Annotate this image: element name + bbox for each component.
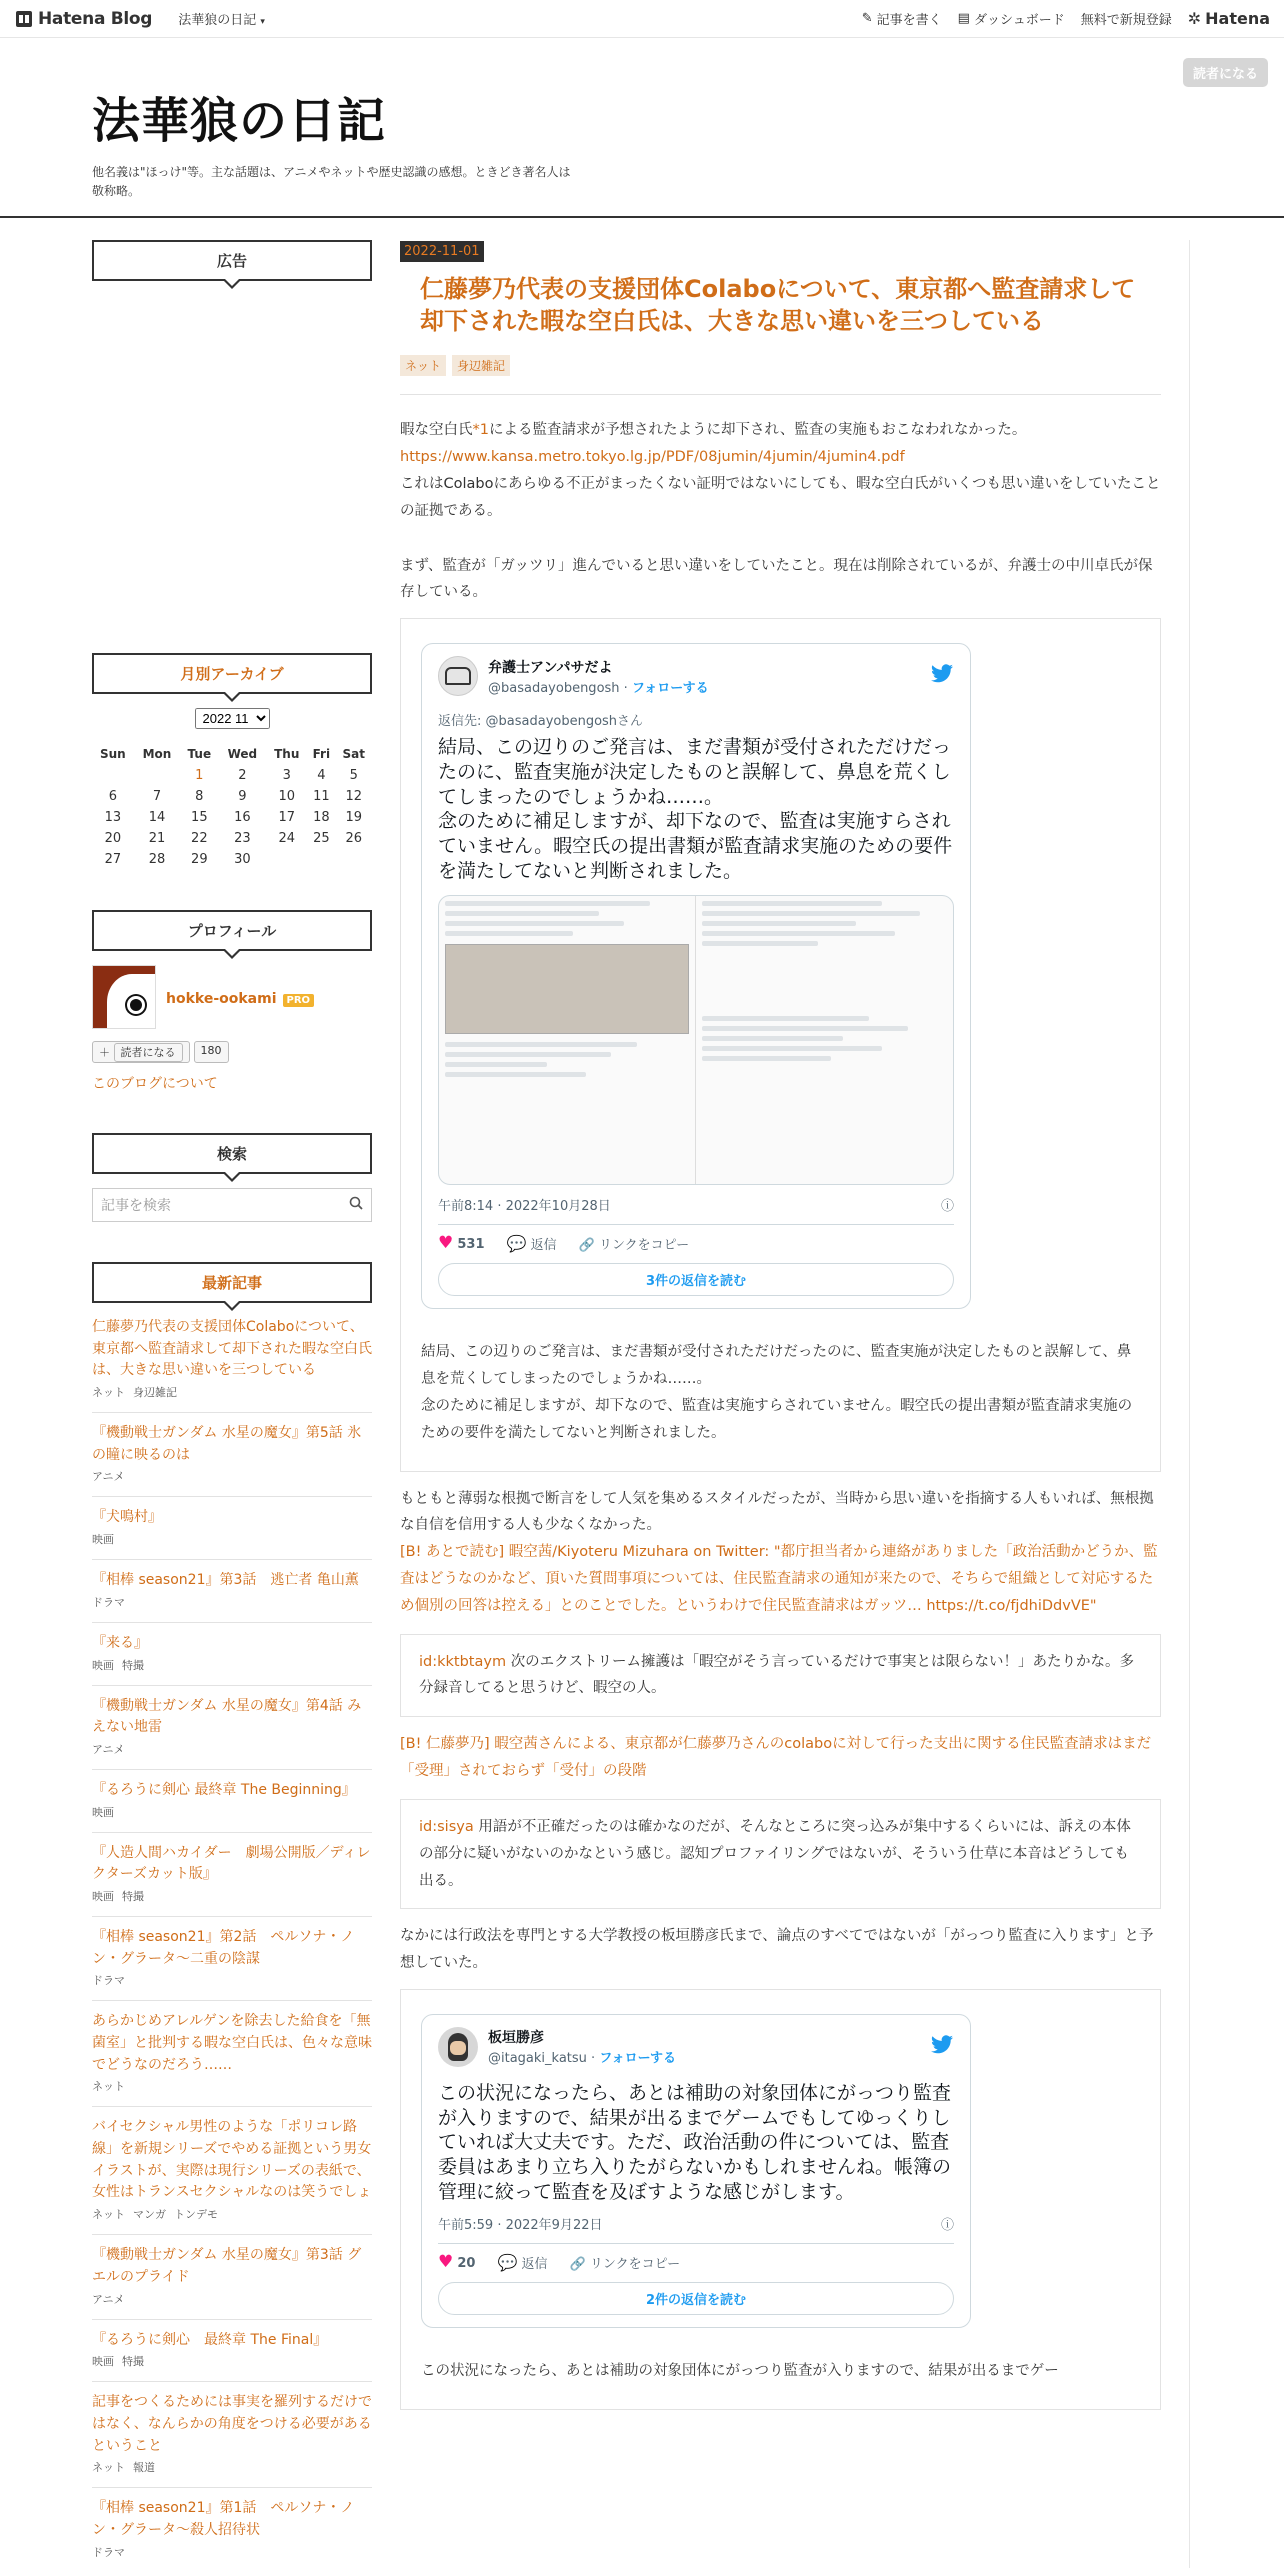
reply-label: 返信: [521, 2256, 548, 2272]
search-input[interactable]: [92, 1188, 372, 1222]
tweet-embed-box: [400, 618, 1161, 1471]
recent-entry: [92, 2320, 372, 2383]
tweet-avatar[interactable]: [438, 2027, 478, 2067]
tweet-avatar[interactable]: [438, 656, 478, 696]
embedded-tweet[interactable]: 板垣勝彦 @itagaki_katsu · フォローする この状況になったら、あとは補助の対象団体にがっつり監査が入りますので、結果が出るまでゲームでもしてゆっくりしていれば大丈夫です。ただ、政治活動の件については、監査委員はあまり立ち入りたがらないかもしれませんね。帳簿の管理に絞って監査を及ぼすような感じがします。 午前5:59 · 2022年9月22日 ⓘ ♥ 20 💬 返信 🔗 リンクをコピー 2件の返信を読む: [421, 2014, 971, 2328]
signup-link[interactable]: 無料で新規登録: [1080, 13, 1172, 28]
like-count: 20: [457, 2256, 476, 2272]
entry-categories: [400, 355, 1161, 376]
calendar-day: 17: [278, 810, 296, 825]
recent-entry: [92, 2001, 372, 2107]
ad-space: [92, 295, 372, 613]
search-icon[interactable]: [349, 1196, 363, 1214]
recent-entry-categories: [92, 1468, 372, 1484]
calendar-day: 4: [317, 768, 326, 783]
recent-title[interactable]: 最新記事: [92, 1262, 372, 1303]
calendar-weekday: Sat: [342, 747, 365, 761]
recent-entry-title[interactable]: 『来る』: [92, 1634, 148, 1651]
recent-entry: [92, 1686, 372, 1770]
recent-entry-categories: [92, 1531, 372, 1547]
archive-calendar: [92, 743, 372, 870]
tweet-author-name[interactable]: 板垣勝彦: [488, 2030, 544, 2047]
recent-entry-categories: [92, 1594, 372, 1610]
category-link[interactable]: トンデモ: [174, 2208, 218, 2222]
category-link[interactable]: ドラマ: [92, 1595, 125, 1609]
paragraph: まず、監査が「ガッツリ」進んでいると思い違いをしていたこと。現在は削除されているが、弁護士の中川卓氏が保存している。: [400, 557, 1153, 601]
recent-entry: [92, 1770, 372, 1833]
tweet-text: この状況になったら、あとは補助の対象団体にがっつり監査が入りますので、結果が出るまでゲームでもしてゆっくりしていれば大丈夫です。ただ、政治活動の件については、監査委員はあまり立ち入りたがらないかもしれませんね。帳簿の管理に絞って監査を及ぼすような感じがします。: [438, 2081, 952, 2203]
archive-module: [92, 653, 372, 870]
category-link[interactable]: 特撮: [122, 1658, 144, 1672]
heart-icon: ♥: [438, 1233, 454, 1254]
tweet-handle[interactable]: @itagaki_katsu: [488, 2051, 587, 2067]
category-link[interactable]: アニメ: [92, 1742, 125, 1756]
category-link[interactable]: ネット: [92, 2080, 125, 2094]
recent-entry-title[interactable]: 『るろうに剣心 最終章 The Beginning』: [92, 1781, 356, 1798]
heart-icon: ♥: [438, 2252, 454, 2273]
recent-entry-title[interactable]: バイセクシャル男性のような「ポリコレ路線」を新規シリーズでやめる証拠という男女イラストが、実際は現行シリーズの表紙で、女性はトランスセクシャルなのは笑うでしょ: [92, 2119, 372, 2201]
sidebar: [92, 240, 372, 2568]
category-link[interactable]: 身辺雑記: [133, 1386, 177, 1400]
comment-user-id[interactable]: id:sisya: [419, 1818, 474, 1835]
ad-module: [92, 240, 372, 613]
tweet-screenshot-image[interactable]: [438, 895, 954, 1185]
like-button[interactable]: [438, 2252, 475, 2272]
reply-icon: 💬: [506, 1233, 527, 1253]
category-link[interactable]: 映画: [92, 1889, 114, 1903]
category-link[interactable]: ドラマ: [92, 1974, 125, 1988]
calendar-weekday: Thu: [274, 747, 300, 761]
category-link[interactable]: ネット: [92, 2208, 125, 2222]
recent-entry: [92, 2107, 372, 2235]
recent-entry-categories: [92, 1888, 372, 1904]
calendar-weekday: Fri: [312, 747, 331, 761]
recent-entry-title[interactable]: 『相棒 season21』第3話 逃亡者 亀山薫: [92, 1572, 359, 1589]
recent-entry: [92, 1413, 372, 1497]
recent-entry-title[interactable]: 『相棒 season21』第1話 ペルソナ・ノン・グラータ～殺人招待状: [92, 2500, 355, 2538]
global-header: [0, 0, 1284, 38]
copy-label: リンクをコピー: [598, 1237, 690, 1253]
tweet-text: 結局、この辺りのご発言は、まだ書類が受付されただけだったのに、監査実施が決定したものと誤解して、鼻息を荒くしてしまったのでしょうかね……。 念のために補足しますが、却下なので、監査は実施すらされていません。暇空氏の提出書類が監査請求実施のための要件を満たしてないと判断されました。: [438, 736, 953, 882]
recent-entry-categories: [92, 2078, 372, 2094]
recent-entry-title[interactable]: 『相棒 season21』第2話 ペルソナ・ノン・グラータ～二重の陰謀: [92, 1928, 355, 1967]
tweet-embed-box: [400, 1989, 1161, 2410]
entry-title[interactable]: 仁藤夢乃代表の支援団体Colaboについて、東京都へ監査請求して却下された暇な空白氏は、大きな思い違いを三つしている: [420, 275, 1136, 335]
follow-link[interactable]: フォローする: [599, 2051, 677, 2067]
read-replies-button[interactable]: 3件の返信を読む: [438, 1263, 954, 1296]
category-link[interactable]: ネット: [92, 1386, 125, 1400]
category-link[interactable]: 映画: [92, 1805, 114, 1819]
hatena-logo[interactable]: [1188, 9, 1270, 28]
embedded-tweet[interactable]: 弁護士アンパサだよ @basadayobengosh · フォローする 返信先: @basadayobengoshさん 結局、この辺りのご発言は、まだ書類が受付されただけだったのに、監査実施が決定したものと誤解して、鼻息を荒くしてしまったのでしょうかね……。 念のために補足しますが、却下なので、監査は実施すらされていません。暇空氏の提出書類が監査請求実施のための要件を満たしてないと判断されました。 午前8:14 · 2022年10月28日 ⓘ ♥ 531 💬 返信 🔗 リンクをコピー 3件の返信を読む: [421, 643, 971, 1309]
hatena-bookmark-link[interactable]: [B! 仁藤夢乃] 暇空茜さんによる、東京都が仁藤夢乃さんのcolaboに対して行った支出に関する住民監査請求はまだ「受理」されておらず「受付」の段階: [400, 1736, 1152, 1780]
calendar-day: [134, 765, 181, 786]
category-link[interactable]: 特撮: [122, 2355, 144, 2369]
blog-menu-dropdown[interactable]: [178, 9, 265, 28]
hatena-blog-icon: [14, 9, 34, 29]
calendar-weekday: Wed: [227, 747, 258, 761]
paragraph: もともと薄弱な根拠で断言をして人気を集めるスタイルだったが、当時から思い違いを指摘する人もいれば、無根拠な自信を信用する人も少なくなかった。: [400, 1490, 1154, 1534]
follow-link[interactable]: フォローする: [631, 680, 709, 696]
calendar-day: 11: [313, 789, 330, 804]
hatena-star-icon: ✲: [1187, 9, 1202, 28]
write-label: 記事を書く: [876, 13, 942, 28]
recent-entry-categories: [92, 2291, 372, 2307]
recent-entry: [92, 2488, 372, 2568]
recent-entry-title[interactable]: 『機動戦士ガンダム 水星の魔女』第4話 みえない地雷: [92, 1697, 362, 1736]
footnote-link[interactable]: *1: [472, 422, 489, 439]
kansa-pdf-link[interactable]: https://www.kansa.metro.tokyo.lg.jp/PDF/08jumin/4jumin/4jumin4.pdf: [400, 449, 905, 466]
recent-entry: [92, 1317, 372, 1413]
calendar-day: 5: [349, 768, 358, 783]
calendar-day: 21: [148, 831, 166, 846]
entry-date[interactable]: 2022-11-01: [400, 241, 484, 262]
profile-avatar[interactable]: [92, 965, 156, 1029]
profile-module: [92, 910, 372, 1093]
recent-entry-categories: [92, 1657, 372, 1673]
blog-menu-label: 法華狼の日記: [178, 13, 257, 28]
category-link[interactable]: 報道: [133, 2461, 155, 2475]
tweet-timestamp[interactable]: 午前8:14 · 2022年10月28日: [438, 1199, 611, 1215]
search-module: [92, 1133, 372, 1222]
profile-name[interactable]: hokke-ookami: [166, 990, 277, 1007]
recent-entry-categories: [92, 2544, 372, 2560]
calendar-day: 8: [195, 789, 204, 804]
recent-entry-title[interactable]: 『機動戦士ガンダム 水星の魔女』第5話 氷の瞳に映るのは: [92, 1425, 362, 1463]
reply-button[interactable]: [497, 2253, 547, 2272]
category-link[interactable]: 映画: [92, 2355, 114, 2369]
calendar-day: 24: [278, 831, 296, 846]
info-icon[interactable]: ⓘ: [940, 2218, 954, 2234]
recent-entry: [92, 1560, 372, 1623]
calendar-day: 18: [313, 810, 330, 825]
tweet-timestamp[interactable]: 午前5:59 · 2022年9月22日: [438, 2218, 603, 2234]
category-link[interactable]: 映画: [92, 1658, 114, 1672]
search-title: 検索: [92, 1133, 372, 1174]
recent-entry-title[interactable]: 仁藤夢乃代表の支援団体Colaboについて、東京都へ監査請求して却下された暇な空白氏は、大きな思い違いを三つしている: [92, 1319, 372, 1379]
text: による監査請求が予想されたように却下され、監査の実施もおこなわれなかった。: [488, 422, 1027, 439]
calendar-day: 7: [152, 789, 162, 804]
bookmark-comment: [400, 1799, 1161, 1909]
dashboard-link[interactable]: [958, 9, 1065, 28]
entry-category-tag[interactable]: ネット: [400, 355, 446, 376]
reply-button[interactable]: [507, 1234, 557, 1253]
category-link[interactable]: 特撮: [122, 1889, 144, 1903]
read-replies-button[interactable]: 2件の返信を読む: [438, 2282, 954, 2315]
calendar-day: 15: [191, 810, 208, 825]
subscribe-button[interactable]: 読者になる: [1183, 58, 1268, 87]
calendar-day[interactable]: 1: [195, 768, 204, 783]
comment-user-id[interactable]: id:kktbtaym: [419, 1653, 507, 1670]
calendar-day: 6: [108, 789, 117, 804]
calendar-day: 27: [104, 852, 122, 867]
recent-entry-categories: [92, 2353, 372, 2369]
recent-entry: [92, 2382, 372, 2488]
copy-label: リンクをコピー: [589, 2256, 681, 2272]
recent-entry: [92, 1917, 372, 2001]
hatena-blog-logo[interactable]: [14, 9, 152, 29]
like-count: 531: [457, 1237, 485, 1253]
entry-category-tag[interactable]: 身辺雑記: [452, 355, 510, 376]
calendar-day: 14: [148, 810, 166, 825]
recent-entries-list: [92, 1317, 372, 2568]
reply-icon: 💬: [497, 2252, 518, 2272]
category-link[interactable]: アニメ: [92, 1470, 125, 1484]
blog-header: [0, 38, 1284, 218]
calendar-weekday: Mon: [142, 747, 172, 761]
ad-title: 広告: [92, 240, 372, 281]
calendar-day: 20: [104, 831, 122, 846]
recent-entry-title[interactable]: 『人造人間ハカイダー 劇場公開版／ディレクターズカット版』: [92, 1844, 371, 1883]
archive-month-select[interactable]: [195, 708, 270, 729]
twitter-bird-icon[interactable]: [930, 664, 954, 688]
brand-label: Hatena Blog: [38, 8, 153, 29]
search-placeholder: 記事を検索: [101, 1198, 171, 1214]
calendar-day: 3: [282, 768, 291, 783]
chevron-down-icon: ▾: [260, 17, 265, 27]
calendar-day: 2: [238, 768, 247, 783]
recent-entry: [92, 1833, 372, 1917]
recent-entry-title[interactable]: 『機動戦士ガンダム 水星の魔女』第3話 グエルのプライド: [92, 2247, 362, 2285]
recent-entry-categories: [92, 1972, 372, 1988]
recent-entry-categories: [92, 1741, 372, 1757]
paragraph: なかには行政法を専門とする大学教授の板垣勝彦氏まで、論点のすべてではないが「がっつり監査に入ります」と予想していた。: [400, 1928, 1154, 1972]
subscriber-count: 180: [194, 1041, 229, 1063]
tweet-reply-to[interactable]: 返信先: @basadayobengoshさん: [438, 714, 644, 730]
dashboard-label: ダッシュボード: [973, 13, 1065, 28]
recent-entry: [92, 2235, 372, 2319]
dashboard-icon: ▤: [957, 11, 970, 26]
recent-entry: [92, 1623, 372, 1686]
recent-entry-categories: [92, 2459, 372, 2475]
recent-entry-categories: [92, 2206, 372, 2222]
comment-text: 用語が不正確だったのは確かなのだが、そんなところに突っ込みが集中するくらいには、訴えの本体の部分に疑いがないのかなという感じ。認知プロファイリングではないが、そういう仕草に本音はどうしても出る。: [419, 1818, 1131, 1889]
pro-badge: PRO: [283, 994, 315, 1007]
hatena-label: Hatena: [1205, 9, 1270, 28]
copy-link-button[interactable]: [570, 2253, 681, 2272]
recent-entry-title[interactable]: あらかじめアレルゲンを除去した給食を「無菌室」と批判する暇な空白氏は、色々な意味でどうなのだろう……: [92, 2013, 372, 2073]
calendar-day: 19: [345, 810, 363, 825]
calendar-day: 28: [148, 852, 166, 867]
pencil-icon: ✎: [861, 11, 873, 26]
recent-entry-categories: [92, 1804, 372, 1820]
archive-title[interactable]: 月別アーカイブ: [92, 653, 372, 694]
text: これはColaboにあらゆる不正がまったくない証明ではないにしても、暇な空白氏がいくつも思い違いをしていたことの証拠である。: [400, 475, 1161, 519]
calendar-day: 16: [234, 810, 251, 825]
recent-entries-module: [92, 1262, 372, 2568]
calendar-day: 13: [104, 810, 122, 825]
calendar-day: 22: [191, 831, 208, 846]
calendar-weekday: Tue: [187, 747, 212, 761]
calendar-day: 9: [238, 789, 247, 804]
info-icon[interactable]: ⓘ: [940, 1199, 954, 1215]
calendar-day: 23: [234, 831, 251, 846]
recent-entry-title[interactable]: 『犬鳴村』: [92, 1509, 162, 1526]
category-link[interactable]: アニメ: [92, 2292, 125, 2306]
calendar-day: 12: [345, 789, 363, 804]
calendar-day: 25: [313, 831, 330, 846]
profile-subscribe-button[interactable]: ＋ 読者になる: [92, 1041, 190, 1063]
main-content: [400, 240, 1190, 2568]
blog-description: 他名義は"ほっけ"等。主な話題は、アニメやネットや歴史認識の感想。ときどき著名人は敬称略。: [92, 165, 571, 199]
calendar-day: [266, 849, 307, 870]
recent-entry-title[interactable]: 『るろうに剣心 最終章 The Final』: [92, 2331, 328, 2348]
category-link[interactable]: 映画: [92, 1533, 114, 1547]
category-link[interactable]: ドラマ: [92, 2545, 125, 2559]
tweet-author-name[interactable]: 弁護士アンパサだよ: [488, 659, 613, 676]
paragraph: [400, 417, 1161, 524]
calendar-day: [92, 765, 134, 786]
subscribe-label: 読者になる: [114, 1043, 183, 1062]
link-icon: 🔗: [569, 2256, 586, 2272]
blog-title[interactable]: 法華狼の日記: [92, 93, 387, 149]
link-icon: 🔗: [578, 1237, 595, 1253]
hatena-bookmark-link[interactable]: [B! あとで読む] 暇空茜/Kiyoteru Mizuhara on Twitter: "都庁担当者から連絡がありました「政治活動かどうか、監査はどうなのかなど、頂いた質問事項については、住民監査請求の通知が来たので、そちらで組織として対応するため個別の回答は控える」とのことでした。というわけで住民監査請求はガッツ… https://t.co/fjdhiDdvVE": [400, 1544, 1158, 1614]
like-button[interactable]: [438, 1233, 485, 1253]
calendar-day: [307, 849, 335, 870]
reply-label: 返信: [530, 1237, 557, 1253]
write-entry-link[interactable]: [862, 9, 942, 28]
tweet-quote-text: この状況になったら、あとは補助の対象団体にがっつり監査が入りますので、結果が出るまでゲー: [421, 2363, 1059, 2380]
about-blog-link[interactable]: このブログについて: [92, 1076, 218, 1092]
calendar-day: [336, 849, 372, 870]
calendar-day: 10: [278, 789, 296, 804]
copy-link-button[interactable]: [579, 1234, 690, 1253]
calendar-day: 26: [345, 831, 363, 846]
calendar-day: 29: [191, 852, 208, 867]
text: 暇な空白氏: [400, 422, 473, 439]
comment-text: 次のエクストリーム擁護は「暇空がそう言っているだけで事実とは限らない！」あたりかな。多分録音してると思うけど、暇空の人。: [419, 1653, 1135, 1697]
calendar-day: 30: [234, 852, 251, 867]
recent-entry-categories: [92, 1384, 372, 1400]
tweet-quote-text: 結局、この辺りのご発言は、まだ書類が受付されただけだったのに、監査実施が決定したものと誤解して、鼻息を荒くしてしまったのでしょうかね……。 念のために補足しますが、却下なので、監査は実施すらされていません。暇空氏の提出書類が監査請求実施のための要件を満たしてないと判断されました。: [421, 1344, 1133, 1441]
recent-entry-title[interactable]: 記事をつくるためには事実を羅列するだけではなく、なんらかの角度をつける必要があるということ: [92, 2394, 372, 2454]
category-link[interactable]: マンガ: [133, 2208, 166, 2222]
recent-entry: [92, 1497, 372, 1560]
profile-title: プロフィール: [92, 910, 372, 951]
twitter-bird-icon[interactable]: [930, 2035, 954, 2059]
bookmark-comment: [400, 1634, 1161, 1718]
tweet-handle[interactable]: @basadayobengosh: [488, 680, 620, 696]
entry-body: [400, 417, 1161, 2410]
category-link[interactable]: ネット: [92, 2461, 125, 2475]
calendar-weekday: Sun: [99, 747, 126, 761]
